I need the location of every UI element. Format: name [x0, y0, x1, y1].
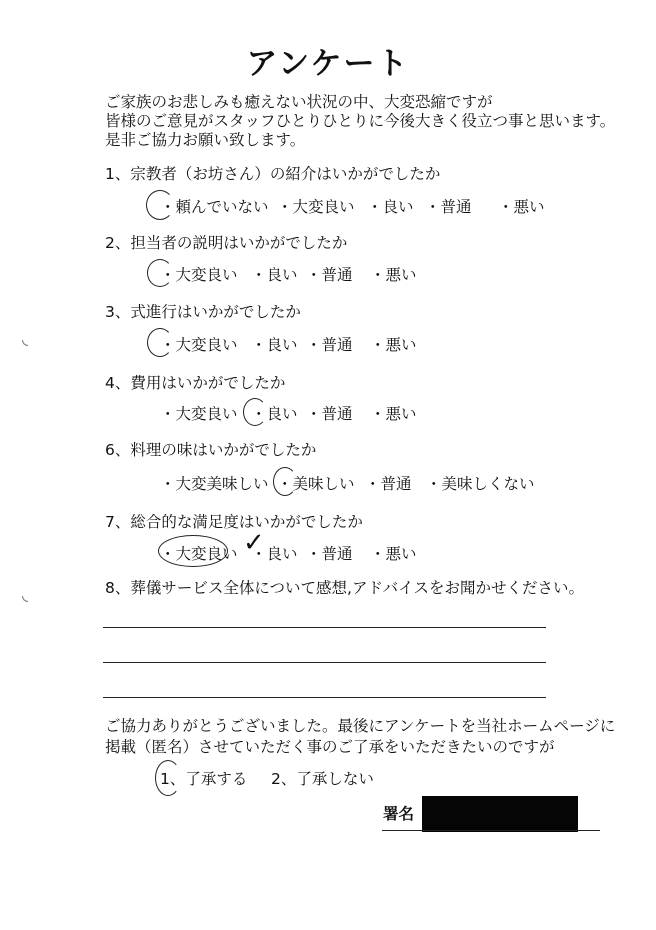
redacted-signature	[422, 796, 578, 832]
q1-option-not-requested[interactable]: ・頼んでいない	[160, 198, 269, 216]
intro-line-1: ご家族のお悲しみも癒えない状況の中、大変恐縮ですが	[105, 93, 493, 111]
q3-option-average[interactable]: ・普通	[306, 336, 353, 354]
q3-option-bad[interactable]: ・悪い	[370, 336, 417, 354]
q2-option-average[interactable]: ・普通	[306, 266, 353, 284]
scan-mark	[22, 340, 28, 346]
q4-option-good[interactable]: ・良い	[251, 405, 298, 423]
q4-option-very-good[interactable]: ・大変良い	[160, 405, 238, 423]
q7-selection-circle	[158, 535, 228, 567]
q2-selection-circle	[147, 259, 173, 287]
q6-selection-circle	[273, 467, 297, 496]
q7-option-good[interactable]: ・良い	[251, 545, 298, 563]
q4-selection-circle	[243, 398, 267, 426]
q6-option-tasty[interactable]: ・美味しい	[277, 475, 355, 493]
form-title: アンケート	[246, 46, 410, 82]
closing-line-1: ご協力ありがとうございました。最後にアンケートを当社ホームページに	[105, 717, 616, 735]
answer-line-3[interactable]	[103, 697, 546, 698]
q2-option-bad[interactable]: ・悪い	[370, 266, 417, 284]
question-1-label: 1、宗教者（お坊さん）の紹介はいかがでしたか	[105, 165, 441, 183]
signature-line[interactable]	[382, 830, 600, 831]
answer-line-2[interactable]	[103, 662, 546, 663]
intro-line-2: 皆様のご意見がスタッフひとりひとりに今後大きく役立つ事と思います。	[105, 112, 616, 130]
question-2-label: 2、担当者の説明はいかがでしたか	[105, 234, 348, 252]
q6-option-not-tasty[interactable]: ・美味しくない	[426, 475, 535, 493]
q3-selection-circle	[147, 328, 173, 357]
consent-option-disagree[interactable]: 2、了承しない	[271, 770, 374, 788]
q7-option-bad[interactable]: ・悪い	[370, 545, 417, 563]
q1-option-bad[interactable]: ・悪い	[498, 198, 545, 216]
scan-mark	[22, 596, 28, 602]
q2-option-very-good[interactable]: ・大変良い	[160, 266, 238, 284]
q7-option-average[interactable]: ・普通	[306, 545, 353, 563]
question-4-label: 4、費用はいかがでしたか	[105, 374, 286, 392]
consent-option-agree[interactable]: 1、了承する	[160, 770, 248, 788]
question-6-label: 6、料理の味はいかがでしたか	[105, 441, 317, 459]
question-8-label: 8、葬儀サービス全体について感想,アドバイスをお聞かせください。	[105, 579, 585, 597]
intro-line-3: 是非ご協力お願い致します。	[105, 131, 306, 149]
q1-option-good[interactable]: ・良い	[367, 198, 414, 216]
q1-option-average[interactable]: ・普通	[425, 198, 472, 216]
q1-option-very-good[interactable]: ・大変良い	[277, 198, 355, 216]
q6-option-very-tasty[interactable]: ・大変美味しい	[160, 475, 269, 493]
q3-option-good[interactable]: ・良い	[251, 336, 298, 354]
q7-check-mark-icon: ✓	[243, 528, 265, 558]
q7-option-very-good[interactable]: ・大変良い	[160, 545, 238, 563]
question-7-label: 7、総合的な満足度はいかがでしたか	[105, 513, 363, 531]
q3-option-very-good[interactable]: ・大変良い	[160, 336, 238, 354]
consent-selection-circle	[155, 760, 181, 796]
q2-option-good[interactable]: ・良い	[251, 266, 298, 284]
q6-option-average[interactable]: ・普通	[365, 475, 412, 493]
question-3-label: 3、式進行はいかがでしたか	[105, 303, 301, 321]
q4-option-bad[interactable]: ・悪い	[370, 405, 417, 423]
q1-selection-circle	[146, 190, 174, 220]
signature-label: 署名	[383, 805, 415, 823]
q4-option-average[interactable]: ・普通	[306, 405, 353, 423]
answer-line-1[interactable]	[103, 627, 546, 628]
closing-line-2: 掲載（匿名）させていただく事のご了承をいただきたいのですが	[105, 738, 555, 756]
